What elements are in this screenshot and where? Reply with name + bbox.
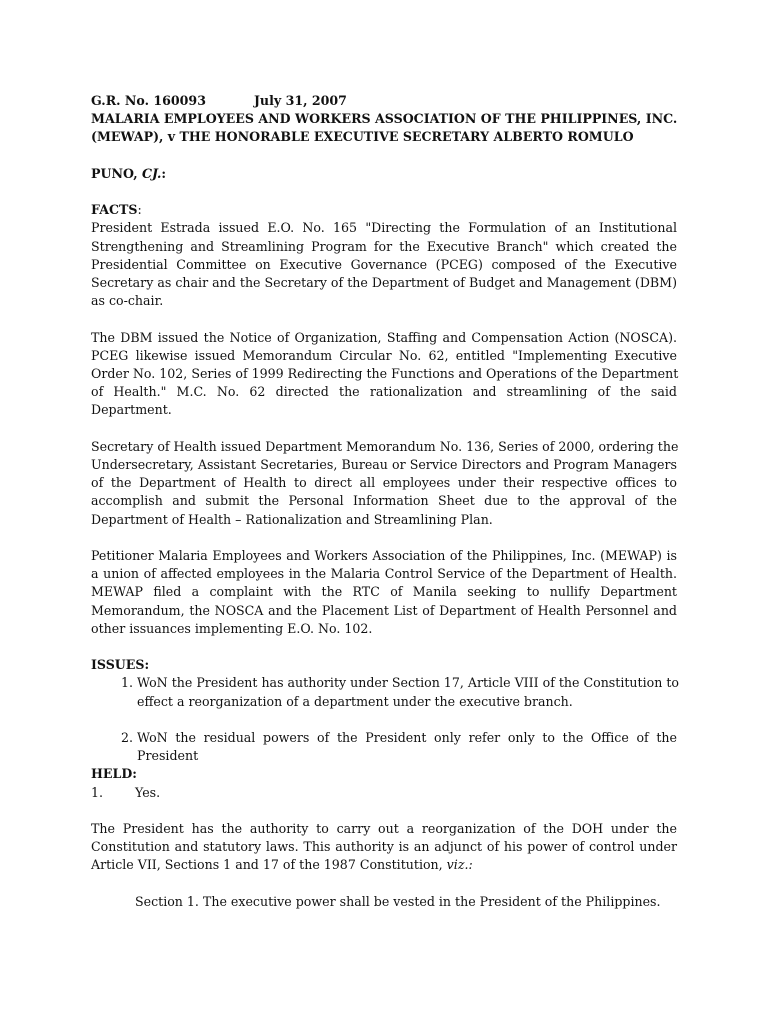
held-heading: HELD: xyxy=(91,766,137,782)
issue-item-1: 1. WoN the President has authority under Section 17, Article VIII of the Constitution to effect a reorganization of a department under the executive branch. xyxy=(91,674,677,710)
document-page xyxy=(91,92,677,911)
issue-number: 1. xyxy=(120,675,133,691)
case-title-line-1: MALARIA EMPLOYEES AND WORKERS ASSOCIATION OF THE PHILIPPINES, INC. xyxy=(91,111,678,127)
held-item-1 xyxy=(91,784,677,802)
issue-item-2: 2. WoN the residual powers of the President only refer only to the Office of the President xyxy=(91,729,677,765)
facts-paragraph-2: The DBM issued the Notice of Organization, Staffing and Compensation Action (NOSCA). PCEG likewise issued Memorandum Circular No. 62, entitled "Implementing Executive Order No. 102, Series of 1999 Redirecting the Functions and Operations of the Department of Health." M.C. No. 62 directed the rationalization and streamlining of the said Department. xyxy=(91,329,679,418)
held-number: 1. xyxy=(91,784,104,800)
facts-paragraph-1: President Estrada issued E.O. No. 165 "Directing the Formulation of an Institutional Strengthening and Streamlining Program for the Executive Branch" which created the Presidential Committee on Executive Governance (PCEG) composed of the Executive Secretary as chair and the Secretary of the Department of Budget and Management (DBM) as co-chair. xyxy=(91,220,677,309)
case-header xyxy=(91,92,677,110)
case-number: G.R. No. 160093 xyxy=(91,93,206,108)
ponente xyxy=(91,165,677,183)
ponente-name: PUNO, xyxy=(91,165,142,181)
facts-heading: FACTS xyxy=(91,202,138,218)
issues-heading: ISSUES: xyxy=(91,657,150,673)
facts-heading-row xyxy=(91,201,677,219)
issue-number: 2. xyxy=(120,730,133,745)
facts-paragraph-3: Secretary of Health issued Department Memorandum No. 136, Series of 2000, ordering the Undersecretary, Assistant Secretaries, Bureau or Service Directors and Program Managers of the Department of Health to direct all employees under their respective offices to accomplish and submit the Personal Information Sheet due to the approval of the Department of Health – Rationalization and Streamlining Plan. xyxy=(91,438,679,527)
ponente-suffix: : xyxy=(161,165,167,181)
case-date: July 31, 2007 xyxy=(253,93,347,108)
held-answer: Yes. xyxy=(135,784,161,800)
facts-heading-suffix: : xyxy=(137,202,142,218)
case-title-line-2: (MEWAP), v THE HONORABLE EXECUTIVE SECRETARY ALBERTO ROMULO xyxy=(91,129,634,145)
ponente-title: CJ. xyxy=(141,165,162,181)
held-paragraph: The President has the authority to carry out a reorganization of the DOH under the Constitution and statutory laws. This authority is an adjunct of his power of control under Article VII, Sections 1 and 17 of the 1987 Constitution, viz.: xyxy=(91,821,677,873)
constitution-quote: Section 1. The executive power shall be vested in the President of the Philippines. xyxy=(135,893,661,909)
facts-paragraph-4: Petitioner Malaria Employees and Workers Association of the Philippines, Inc. (MEWAP) is a union of affected employees in the Malaria Control Service of the Department of Health. MEWAP filed a complaint with the RTC of Manila seeking to nullify Department Memorandum, the NOSCA and the Placement List of Department of Health Personnel and other issuances implementing E.O. No. 102. xyxy=(91,548,677,636)
